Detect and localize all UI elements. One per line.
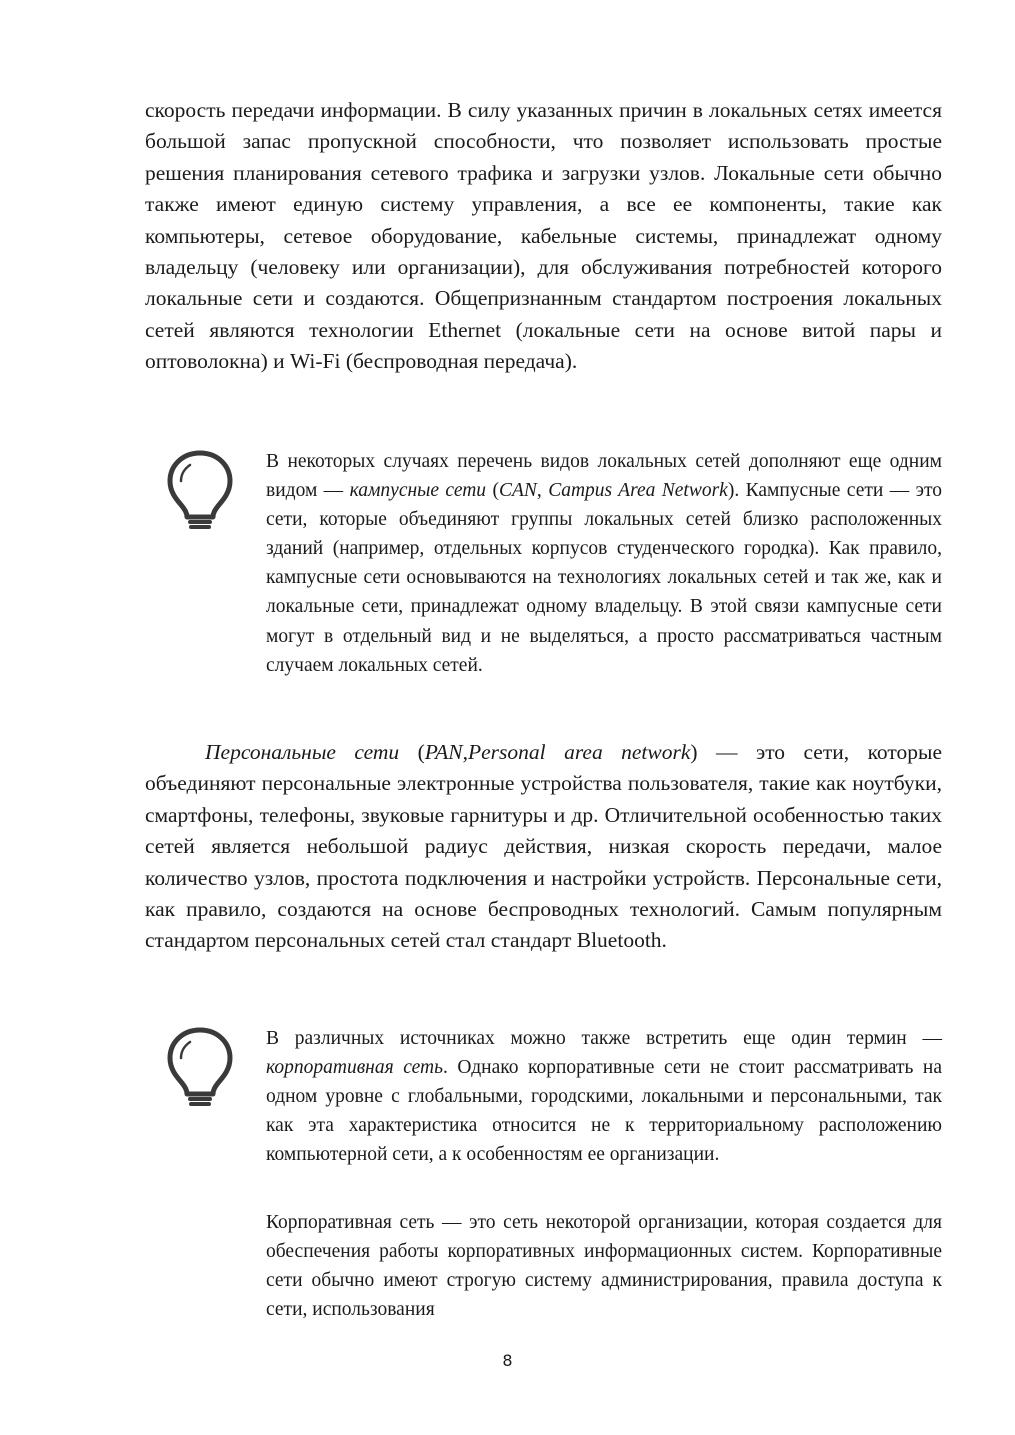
- note-text-part: (: [486, 480, 499, 502]
- paragraph-text-part: (: [399, 740, 425, 764]
- term-personal-area-network: Personal area network: [468, 740, 691, 764]
- term-personal-networks: Персональные сети: [205, 740, 400, 764]
- abbr-can: CAN: [498, 480, 537, 502]
- note-text-part: В некоторых случаях перечень видов локальных сетей дополняют еще одним видом —: [266, 451, 942, 502]
- lightbulb-icon: [160, 1024, 240, 1108]
- page-number: 8: [502, 1351, 513, 1370]
- term-campus-area-network: Campus Area Network: [548, 480, 728, 502]
- abbr-pan: PAN: [424, 740, 463, 764]
- term-campus-networks: кампусные сети: [349, 480, 487, 502]
- note-text: [266, 1024, 942, 1169]
- note-text: [266, 447, 942, 680]
- note-text-part: Корпоративная сеть — это сеть некоторой организации, которая создается для обеспечения работы корпоративных информационных систем. Корпоративные сети обычно имеют строгую систему администрирования, правила доступа к сети, использования: [266, 1212, 942, 1321]
- note-text-part: ,: [536, 480, 549, 502]
- note-text-part: ). Кампусные сети — это сети, которые объединяют группы локальных сетей близко расположенных зданий (например, отдельных корпусов студенческого городка). Как правило, кампусные сети основываются на технологиях локальных сетей и так же, как и локальные сети, принадлежат одному владельцу. В этой связи кампусные сети могут в отдельный вид и не выделяться, а просто рассматриваться частным случаем локальных сетей.: [266, 480, 942, 676]
- note-text-corporate-definition: [266, 1208, 942, 1324]
- term-corporate-network: корпоративная сеть: [266, 1057, 443, 1079]
- body-paragraph-personal-networks: [145, 737, 942, 957]
- paragraph-text-part: ,: [462, 740, 468, 764]
- paragraph-text-part: ) — это сети, которые объединяют персональные электронные устройства пользователя, такие как ноутбуки, смартфоны, телефоны, звуковые гарнитуры и др. Отличительной особенностью таких сетей является небольшой радиус действия, низкая скорость передачи, малое количество узлов, простота подключения и настройки устройств. Персональные сети, как правило, создаются на основе беспроводных технологий. Самым популярным стандартом персональных сетей стал стандарт Bluetooth.: [145, 740, 942, 953]
- note-text-part: В различных источниках можно также встретить еще один термин —: [266, 1028, 942, 1049]
- note-text-part: . Однако корпоративные сети не стоит рассматривать на одном уровне с глобальными, городскими, локальными и персональными, так как эта характеристика относится не к территориальному расположению компьютерной сети, а к особенностям ее организации.: [266, 1057, 943, 1166]
- body-paragraph-local-networks: [145, 95, 942, 378]
- lightbulb-icon: [160, 447, 240, 531]
- paragraph-text: скорость передачи информации. В силу указанных причин в локальных сетях имеется большой запас пропускной способности, что позволяет использовать простые решения планирования сетевого трафика и загрузки узлов. Локальные сети обычно также имеют единую систему управления, а все ее компоненты, такие как компьютеры, сетевое оборудование, кабельные системы, принадлежат одному владельцу (человеку или организации), для обслуживания потребностей которого локальные сети и создаются. Общепризнанным стандартом построения локальных сетей являются технологии Ethernet (локальные сети на основе витой пары и оптоволокна) и Wi-Fi (беспроводная передача).: [145, 98, 942, 374]
